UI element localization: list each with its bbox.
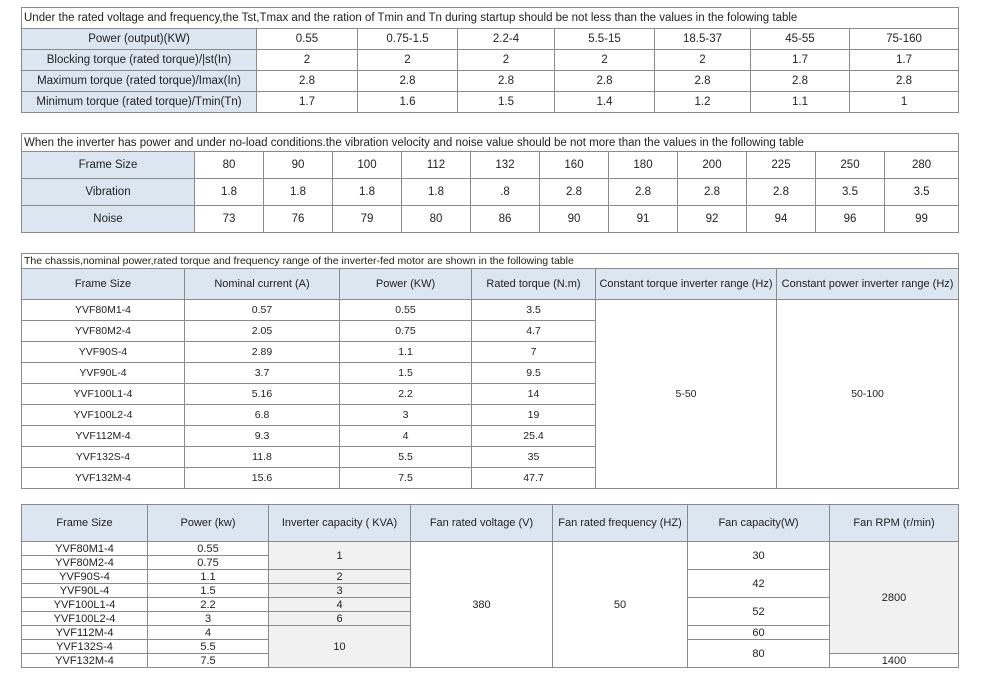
column-header: 2.2-4 (458, 29, 555, 50)
fan-specification-table (21, 504, 959, 668)
table-cell: 2 (555, 50, 655, 71)
column-header: 280 (885, 152, 959, 179)
table-cell: 1.8 (195, 179, 264, 206)
table-cell: 1.5 (148, 584, 269, 598)
table-cell: 50-100 (777, 300, 959, 489)
table-caption: The chassis,nominal power,rated torque and frequency range of the inverter-fed motor are shown in the following table (22, 254, 959, 269)
table-cell: 3 (148, 612, 269, 626)
row-label: Minimum torque (rated torque)/Tmin(Tn) (22, 92, 257, 113)
table-cell: 35 (472, 447, 596, 468)
table-cell: 1 (269, 542, 411, 570)
table-cell: 1.6 (358, 92, 458, 113)
table-cell: 99 (885, 206, 959, 233)
column-header: 225 (747, 152, 816, 179)
table-cell: YVF112M-4 (22, 426, 185, 447)
startup-torque-table (21, 7, 959, 113)
table-cell: .8 (471, 179, 540, 206)
table-cell: 73 (195, 206, 264, 233)
table-cell: 96 (816, 206, 885, 233)
table-cell: 1 (850, 92, 959, 113)
table-cell: 2.8 (850, 71, 959, 92)
table-row (22, 92, 959, 113)
table-cell: YVF100L1-4 (22, 598, 148, 612)
column-header: 180 (609, 152, 678, 179)
table-cell: 2.89 (185, 342, 340, 363)
table-cell: YVF100L2-4 (22, 405, 185, 426)
table-cell: 3.5 (885, 179, 959, 206)
table-cell: 1.1 (751, 92, 850, 113)
row-label: Vibration (22, 179, 195, 206)
table-cell: YVF90S-4 (22, 342, 185, 363)
table-cell: 2 (655, 50, 751, 71)
column-header: 100 (333, 152, 402, 179)
table-cell: YVF100L2-4 (22, 612, 148, 626)
table-cell: 1.8 (333, 179, 402, 206)
table-cell: 52 (688, 598, 830, 626)
table-cell: 5-50 (596, 300, 777, 489)
table-cell: 2 (257, 50, 358, 71)
table-cell: 2.8 (257, 71, 358, 92)
column-header: 0.55 (257, 29, 358, 50)
column-header: 160 (540, 152, 609, 179)
table-cell: 1.7 (751, 50, 850, 71)
table-cell: 2.8 (540, 179, 609, 206)
table-cell: 90 (540, 206, 609, 233)
table-cell: 50 (553, 542, 688, 668)
table-cell: 2.8 (655, 71, 751, 92)
table-cell: 10 (269, 626, 411, 668)
table-cell: 91 (609, 206, 678, 233)
table-cell: 0.75 (340, 321, 472, 342)
table-cell: 1.8 (264, 179, 333, 206)
table-cell: 2800 (830, 542, 959, 654)
table-cell: 2 (269, 570, 411, 584)
table-cell: 47.7 (472, 468, 596, 489)
column-header: Fan capacity(W) (688, 505, 830, 542)
table-cell: YVF90S-4 (22, 570, 148, 584)
table-cell: 9.3 (185, 426, 340, 447)
table-caption: Under the rated voltage and frequency,the Tst,Tmax and the ration of Tmin and Tn during startup should be not less than the values in the folowing table (22, 8, 959, 29)
table-cell: 7 (472, 342, 596, 363)
table-cell: 7.5 (340, 468, 472, 489)
table-cell: 1.7 (257, 92, 358, 113)
table-row (22, 542, 959, 556)
table-cell: 4 (269, 598, 411, 612)
column-header: 45-55 (751, 29, 850, 50)
column-header: Constant torque inverter range (Hz) (596, 269, 777, 300)
table-cell: 2.8 (358, 71, 458, 92)
table-cell: 6 (269, 612, 411, 626)
table-cell: 5.5 (148, 640, 269, 654)
table-cell: 2.8 (609, 179, 678, 206)
column-header: 5.5-15 (555, 29, 655, 50)
vibration-noise-table (21, 133, 959, 233)
table-cell: 76 (264, 206, 333, 233)
table-cell: 2 (458, 50, 555, 71)
table-cell: 0.75 (148, 556, 269, 570)
table-cell: YVF132M-4 (22, 654, 148, 668)
table-cell: 3.7 (185, 363, 340, 384)
table-cell: 2.8 (678, 179, 747, 206)
column-header: Frame Size (22, 505, 148, 542)
table-cell: 1.2 (655, 92, 751, 113)
table-cell: YVF90L-4 (22, 363, 185, 384)
table-cell: 79 (333, 206, 402, 233)
column-header: 80 (195, 152, 264, 179)
table-cell: 2.05 (185, 321, 340, 342)
column-header: 112 (402, 152, 471, 179)
column-header: 250 (816, 152, 885, 179)
table-cell: 4.7 (472, 321, 596, 342)
table-cell: 86 (471, 206, 540, 233)
table-row (22, 179, 959, 206)
table-cell: 2.8 (555, 71, 655, 92)
table-cell: 80 (402, 206, 471, 233)
table-row (22, 206, 959, 233)
table-cell: 5.16 (185, 384, 340, 405)
table-cell: 42 (688, 570, 830, 598)
table-cell: 2.2 (340, 384, 472, 405)
table-cell: 2.8 (747, 179, 816, 206)
column-header: 200 (678, 152, 747, 179)
column-header: Fan rated frequency (HZ) (553, 505, 688, 542)
table-cell: 6.8 (185, 405, 340, 426)
table-cell: 3.5 (472, 300, 596, 321)
table-cell: YVF132M-4 (22, 468, 185, 489)
table-cell: 2.8 (458, 71, 555, 92)
table-cell: 380 (411, 542, 553, 668)
column-header: Frame Size (22, 269, 185, 300)
table-cell: YVF132S-4 (22, 640, 148, 654)
table-cell: 1.1 (340, 342, 472, 363)
inverter-frequency-range-table (21, 253, 959, 489)
table-cell: 1400 (830, 654, 959, 668)
table-row (22, 71, 959, 92)
table-cell: YVF80M2-4 (22, 556, 148, 570)
table-cell: 92 (678, 206, 747, 233)
table-cell: 0.55 (148, 542, 269, 556)
table-cell: 3 (269, 584, 411, 598)
table-cell: 1.5 (340, 363, 472, 384)
table-row (22, 50, 959, 71)
table-cell: 25.4 (472, 426, 596, 447)
table-caption: When the inverter has power and under no-load conditions.the vibration velocity and noise value should be not more than the values in the following table (22, 134, 959, 152)
table-cell: 4 (340, 426, 472, 447)
table-cell: 30 (688, 542, 830, 570)
table-cell: YVF80M2-4 (22, 321, 185, 342)
table-cell: 9.5 (472, 363, 596, 384)
table-cell: 1.8 (402, 179, 471, 206)
table-cell: YVF112M-4 (22, 626, 148, 640)
column-header: Constant power inverter range (Hz) (777, 269, 959, 300)
column-header: Power (KW) (340, 269, 472, 300)
table-cell: 60 (688, 626, 830, 640)
column-header: Fan RPM (r/min) (830, 505, 959, 542)
table-cell: 94 (747, 206, 816, 233)
row-label: Blocking torque (rated torque)/|st(In) (22, 50, 257, 71)
table-cell: 3.5 (816, 179, 885, 206)
table-cell: YVF80M1-4 (22, 542, 148, 556)
table-row (22, 300, 959, 321)
row-label: Maximum torque (rated torque)/Imax(In) (22, 71, 257, 92)
column-header: 75-160 (850, 29, 959, 50)
table-cell: YVF132S-4 (22, 447, 185, 468)
table-cell: YVF100L1-4 (22, 384, 185, 405)
table-cell: 1.5 (458, 92, 555, 113)
table-cell: 3 (340, 405, 472, 426)
table-cell: 2.8 (751, 71, 850, 92)
table-cell: 5.5 (340, 447, 472, 468)
table-cell: 2.2 (148, 598, 269, 612)
table-cell: 19 (472, 405, 596, 426)
row-label: Frame Size (22, 152, 195, 179)
row-label: Power (output)(KW) (22, 29, 257, 50)
column-header: Inverter capacity ( KVA) (269, 505, 411, 542)
row-label: Noise (22, 206, 195, 233)
column-header: Power (kw) (148, 505, 269, 542)
column-header: Fan rated voltage (V) (411, 505, 553, 542)
table-cell: 2 (358, 50, 458, 71)
table-cell: 1.7 (850, 50, 959, 71)
table-cell: 7.5 (148, 654, 269, 668)
table-cell: 80 (688, 640, 830, 668)
column-header: Nominal current (A) (185, 269, 340, 300)
table-cell: 4 (148, 626, 269, 640)
table-cell: YVF90L-4 (22, 584, 148, 598)
table-cell: 0.55 (340, 300, 472, 321)
table-cell: 15.6 (185, 468, 340, 489)
column-header: 132 (471, 152, 540, 179)
table-cell: 0.57 (185, 300, 340, 321)
table-cell: 14 (472, 384, 596, 405)
table-cell: YVF80M1-4 (22, 300, 185, 321)
column-header: 18.5-37 (655, 29, 751, 50)
table-cell: 11.8 (185, 447, 340, 468)
column-header: 0.75-1.5 (358, 29, 458, 50)
table-cell: 1.4 (555, 92, 655, 113)
table-cell: 1.1 (148, 570, 269, 584)
column-header: Rated torque (N.m) (472, 269, 596, 300)
column-header: 90 (264, 152, 333, 179)
